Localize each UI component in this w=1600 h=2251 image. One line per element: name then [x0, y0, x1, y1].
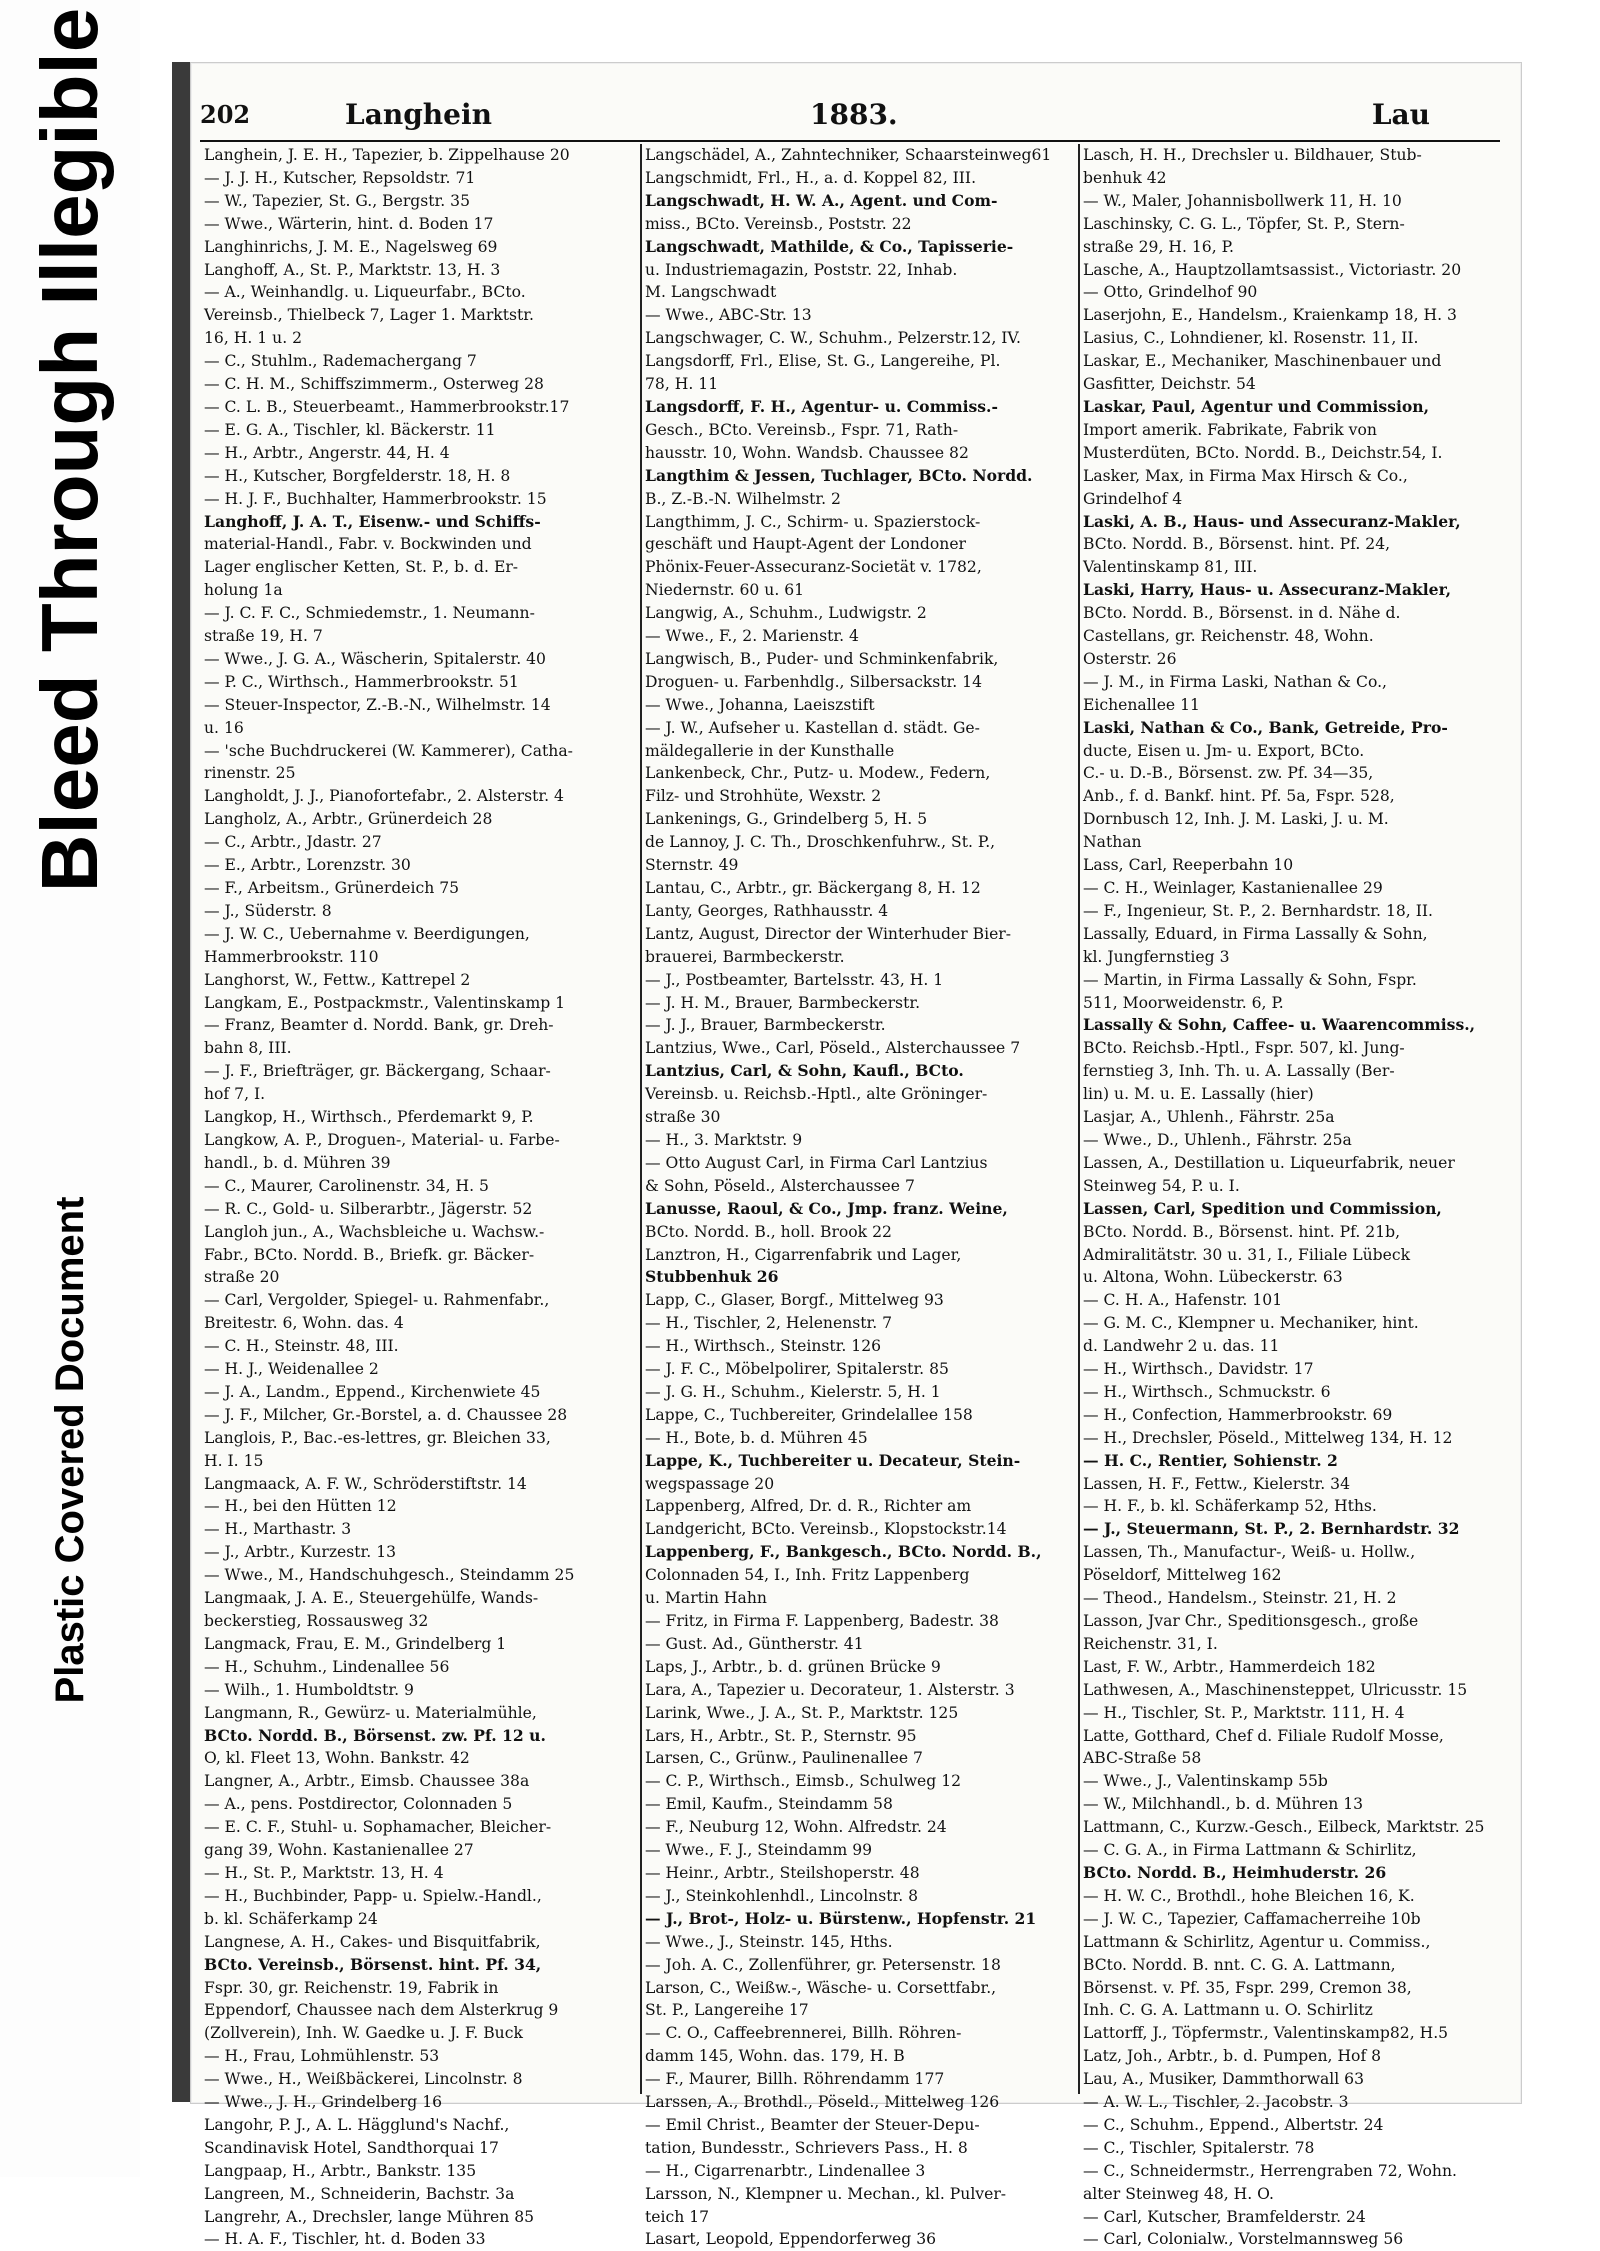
directory-entry: — Martin, in Firma Lassally & Sohn, Fspr. — [1083, 970, 1417, 989]
directory-entry: material-Handl., Fabr. v. Bockwinden und — [204, 535, 532, 554]
directory-entry: Fspr. 30, gr. Reichenstr. 19, Fabrik in — [204, 1978, 499, 1997]
directory-entry: Vereinsb. u. Reichsb.-Hptl., alte Gröninger- — [645, 1085, 988, 1104]
bleed-through-stamp: Bleed Through Illegible — [25, 7, 114, 893]
directory-entry: Lapp, C., Glaser, Borgf., Mittelweg 93 — [645, 1291, 944, 1310]
directory-entry: — F., Maurer, Billh. Röhrendamm 177 — [645, 2070, 945, 2089]
directory-entry: — Carl, Kutscher, Bramfelderstr. 24 — [1083, 2207, 1366, 2226]
directory-entry: — H., Drechsler, Pöseld., Mittelweg 134, H. 12 — [1083, 1428, 1453, 1447]
directory-entry: Langsdorff, F. H., Agentur- u. Commiss.- — [645, 396, 998, 416]
directory-entry: hof 7, I. — [204, 1085, 266, 1104]
directory-entry: Musterdüten, BCto. Nordd. B., Deichstr.54, I. — [1083, 443, 1443, 462]
directory-entry: Langrehr, A., Drechsler, lange Mühren 85 — [204, 2207, 535, 2226]
directory-entry: Lager englischer Ketten, St. P., b. d. Er- — [204, 558, 519, 577]
directory-entry: Langreen, M., Schneiderin, Bachstr. 3a — [204, 2184, 515, 2203]
directory-entry: — H., Kutscher, Borgfelderstr. 18, H. 8 — [204, 466, 511, 485]
directory-column-2 — [645, 144, 1077, 2249]
directory-entry: — Wilh., 1. Humboldtstr. 9 — [204, 1680, 414, 1699]
directory-entry: — C. H., Weinlager, Kastanienallee 29 — [1083, 879, 1383, 897]
directory-entry: Lasch, H. H., Drechsler u. Bildhauer, Stub- — [1083, 146, 1422, 164]
directory-entry: — C., Schneidermstr., Herrengraben 72, Wohn. — [1083, 2161, 1457, 2180]
directory-entry: — Carl, Vergolder, Spiegel- u. Rahmenfabr., — [204, 1291, 550, 1310]
directory-entry: Lappenberg, Alfred, Dr. d. R., Richter am — [645, 1497, 972, 1516]
directory-entry: Langkop, H., Wirthsch., Pferdemarkt 9, P. — [204, 1108, 534, 1127]
directory-entry: Laserjohn, E., Handelsm., Kraienkamp 18, H. 3 — [1083, 306, 1457, 325]
directory-entry: Lasche, A., Hauptzollamtsassist., Victoriastr. 20 — [1083, 260, 1462, 279]
directory-entry: — G. M. C., Klempner u. Mechaniker, hint. — [1083, 1314, 1419, 1333]
directory-entry: Lassally, Eduard, in Firma Lassally & Sohn, — [1083, 924, 1428, 943]
directory-entry: — H. C., Rentier, Sohienstr. 2 — [1083, 1450, 1338, 1470]
directory-entry: — C. H. M., Schiffszimmerm., Osterweg 28 — [204, 375, 544, 394]
directory-entry: — J., Arbtr., Kurzestr. 13 — [204, 1543, 397, 1562]
directory-entry: — J., Postbeamter, Bartelsstr. 43, H. 1 — [645, 970, 944, 989]
directory-entry: mäldegallerie in der Kunsthalle — [645, 741, 895, 760]
directory-entry: Lattmann, C., Kurzw.-Gesch., Eilbeck, Marktstr. 25 — [1083, 1818, 1485, 1837]
directory-entry: — C. P., Wirthsch., Eimsb., Schulweg 12 — [645, 1772, 962, 1791]
directory-entry: Fabr., BCto. Nordd. B., Briefk. gr. Bäcker- — [204, 1245, 535, 1264]
directory-entry: — E., Arbtr., Lorenzstr. 30 — [204, 856, 411, 875]
directory-entry: — Wwe., Wärterin, hint. d. Boden 17 — [204, 214, 494, 233]
directory-entry: — C. G. A., in Firma Lattmann & Schirlitz, — [1083, 1841, 1417, 1860]
directory-entry: Reichenstr. 31, I. — [1083, 1634, 1218, 1653]
directory-entry: C.- u. D.-B., Börsenst. zw. Pf. 34—35, — [1083, 764, 1374, 783]
header-rule — [200, 140, 1500, 142]
directory-entry: — J. W., Aufseher u. Kastellan d. städt. Ge- — [645, 718, 980, 737]
directory-entry: Lars, H., Arbtr., St. P., Sternstr. 95 — [645, 1726, 917, 1745]
directory-entry: — H., Wirthsch., Schmuckstr. 6 — [1083, 1382, 1331, 1401]
directory-entry: u. Industriemagazin, Poststr. 22, Inhab. — [645, 260, 958, 279]
directory-entry: Landgericht, BCto. Vereinsb., Klopstockstr.14 — [645, 1520, 1007, 1539]
directory-entry: — H., Arbtr., Angerstr. 44, H. 4 — [204, 443, 450, 462]
directory-entry: Gesch., BCto. Vereinsb., Fspr. 71, Rath- — [645, 420, 959, 439]
directory-entry: BCto. Nordd. B., holl. Brook 22 — [645, 1222, 892, 1241]
directory-entry: Larson, C., Weißw.-, Wäsche- u. Corsettfabr., — [645, 1978, 997, 1997]
directory-entry: Admiralitätstr. 30 u. 31, I., Filiale Lübeck — [1083, 1245, 1411, 1264]
directory-entry: Inh. C. G. A. Lattmann u. O. Schirlitz — [1083, 2001, 1373, 2020]
directory-entry: — H., Wirthsch., Steinstr. 126 — [645, 1337, 882, 1356]
directory-entry: Langmack, Frau, E. M., Grindelberg 1 — [204, 1634, 507, 1653]
directory-entry: — H., Wirthsch., Davidstr. 17 — [1083, 1360, 1314, 1379]
directory-entry: Lattorff, J., Töpfermstr., Valentinskamp82, H.5 — [1083, 2024, 1449, 2043]
directory-entry: Lantzius, Carl, & Sohn, Kaufl., BCto. — [645, 1061, 964, 1081]
directory-entry: wegspassage 20 — [645, 1474, 775, 1493]
directory-entry: — J. J. H., Kutscher, Repsoldstr. 71 — [204, 168, 476, 187]
directory-entry: Lassally & Sohn, Caffee- u. Waarencommiss., — [1083, 1015, 1476, 1035]
directory-entry: — H., Cigarrenarbtr., Lindenallee 3 — [645, 2161, 926, 2180]
directory-entry: — H. A. F., Tischler, ht. d. Boden 33 — [204, 2230, 486, 2249]
directory-entry: d. Landwehr 2 u. das. 11 — [1083, 1337, 1280, 1356]
directory-entry: — A. W. L., Tischler, 2. Jacobstr. 3 — [1083, 2093, 1349, 2112]
directory-entry: — C. L. B., Steuerbeamt., Hammerbrookstr.17 — [204, 397, 570, 416]
directory-entry: Eppendorf, Chaussee nach dem Alsterkrug 9 — [204, 2001, 559, 2020]
directory-entry: Langthim & Jessen, Tuchlager, BCto. Nordd. — [645, 465, 1033, 485]
directory-entry: BCto. Nordd. B., Börsenst. in d. Nähe d. — [1083, 604, 1401, 623]
directory-entry: straße 19, H. 7 — [204, 627, 323, 646]
directory-entry: — H. J. F., Buchhalter, Hammerbrookstr. 15 — [204, 489, 547, 508]
directory-entry: Langhein, J. E. H., Tapezier, b. Zippelhause 20 — [204, 146, 570, 164]
directory-entry: St. P., Langereihe 17 — [645, 2001, 809, 2020]
directory-entry: Niedernstr. 60 u. 61 — [645, 581, 805, 600]
directory-entry: Gasfitter, Deichstr. 54 — [1083, 375, 1256, 394]
directory-entry: Lasart, Leopold, Eppendorferweg 36 — [645, 2230, 937, 2249]
directory-entry: Laskar, Paul, Agentur und Commission, — [1083, 396, 1430, 416]
directory-column-1 — [204, 144, 636, 2249]
directory-entry: — Wwe., J., Valentinskamp 55b — [1083, 1772, 1328, 1791]
directory-entry: — Wwe., H., Weißbäckerei, Lincolnstr. 8 — [204, 2070, 523, 2089]
directory-entry: BCto. Nordd. B., Heimhuderstr. 26 — [1083, 1862, 1387, 1882]
directory-entry: Börsenst. v. Pf. 35, Fspr. 299, Cremon 38, — [1083, 1978, 1412, 1997]
directory-entry: — J., Brot-, Holz- u. Bürstenw., Hopfenstr. 21 — [645, 1908, 1037, 1928]
directory-entry: — A., Weinhandlg. u. Liqueurfabr., BCto. — [204, 283, 526, 302]
directory-entry: Langsdorff, Frl., Elise, St. G., Langereihe, Pl. — [645, 352, 1001, 371]
directory-entry: Lassen, H. F., Fettw., Kielerstr. 34 — [1083, 1474, 1351, 1493]
directory-entry: — J. C. F. C., Schmiedemstr., 1. Neumann- — [204, 604, 535, 623]
directory-entry: — Gust. Ad., Güntherstr. 41 — [645, 1634, 864, 1653]
directory-entry: Laski, Harry, Haus- u. Assecuranz-Makler, — [1083, 580, 1452, 600]
directory-entry: Sternstr. 49 — [645, 856, 739, 875]
directory-entry: b. kl. Schäferkamp 24 — [204, 1909, 378, 1928]
directory-entry: BCto. Nordd. B., Börsenst. zw. Pf. 12 u. — [204, 1725, 546, 1745]
directory-entry: — Wwe., D., Uhlenh., Fährstr. 25a — [1083, 1130, 1352, 1149]
directory-entry: — J. W. C., Uebernahme v. Beerdigungen, — [204, 924, 530, 943]
header-year: 1883. — [810, 98, 898, 131]
directory-entry: Import amerik. Fabrikate, Fabrik von — [1083, 420, 1377, 439]
directory-entry: O, kl. Fleet 13, Wohn. Bankstr. 42 — [204, 1749, 470, 1768]
directory-entry: — E. G. A., Tischler, kl. Bäckerstr. 11 — [204, 420, 496, 439]
directory-entry: de Lannoy, J. C. Th., Droschkenfuhrw., St. P., — [645, 833, 996, 852]
header-keyword-right: Lau — [1371, 98, 1430, 131]
directory-entry: brauerei, Barmbeckerstr. — [645, 947, 845, 966]
directory-entry: Langmaack, A. F. W., Schröderstiftstr. 14 — [204, 1474, 527, 1493]
directory-entry: Lassen, Th., Manufactur-, Weiß- u. Hollw., — [1083, 1543, 1416, 1562]
directory-entry: — Otto, Grindelhof 90 — [1083, 283, 1258, 302]
directory-entry: — J. F., Briefträger, gr. Bäckergang, Schaar- — [204, 1062, 551, 1081]
directory-entry: — H., Tischler, St. P., Marktstr. 111, H. 4 — [1083, 1703, 1405, 1722]
directory-entry: Castellans, gr. Reichenstr. 48, Wohn. — [1083, 627, 1374, 646]
directory-entry: holung 1a — [204, 581, 283, 600]
directory-entry: Langwisch, B., Puder- und Schminkenfabrik, — [645, 649, 999, 668]
directory-entry: BCto. Nordd. B., Börsenst. hint. Pf. 21b, — [1083, 1222, 1401, 1241]
directory-entry: u. Martin Hahn — [645, 1589, 767, 1608]
directory-entry: Lasker, Max, in Firma Max Hirsch & Co., — [1083, 466, 1408, 485]
directory-entry: — J., Steuermann, St. P., 2. Bernhardstr. 32 — [1083, 1519, 1460, 1539]
directory-entry: BCto. Reichsb.-Hptl., Fspr. 507, kl. Jung- — [1083, 1039, 1405, 1058]
directory-entry: — H., Tischler, 2, Helenenstr. 7 — [645, 1314, 893, 1333]
directory-entry: BCto. Vereinsb., Börsenst. hint. Pf. 34, — [204, 1954, 542, 1974]
directory-entry: — C., Tischler, Spitalerstr. 78 — [1083, 2138, 1315, 2157]
directory-entry: Lanusse, Raoul, & Co., Jmp. franz. Weine, — [645, 1198, 1008, 1218]
directory-entry: Lathwesen, A., Maschinensteppet, Ulricusstr. 15 — [1083, 1680, 1468, 1699]
directory-entry: alter Steinweg 48, H. O. — [1083, 2184, 1275, 2203]
directory-entry: Langkam, E., Postpackmstr., Valentinskamp 1 — [204, 993, 566, 1012]
directory-entry: u. 16 — [204, 718, 244, 737]
directory-entry: — J. F., Milcher, Gr.-Borstel, a. d. Chaussee 28 — [204, 1405, 568, 1424]
directory-entry: — J. G. H., Schuhm., Kielerstr. 5, H. 1 — [645, 1382, 941, 1401]
directory-entry: Phönix-Feuer-Assecuranz-Societät v. 1782, — [645, 558, 982, 577]
directory-entry: — H., 3. Marktstr. 9 — [645, 1130, 803, 1149]
directory-entry: Langhoff, A., St. P., Marktstr. 13, H. 3 — [204, 260, 501, 279]
directory-entry: — H., Buchbinder, Papp- u. Spielw.-Handl., — [204, 1886, 542, 1905]
directory-entry: straße 20 — [204, 1268, 280, 1287]
directory-entry: ducte, Eisen u. Jm- u. Export, BCto. — [1083, 741, 1365, 760]
directory-entry: straße 30 — [645, 1108, 721, 1127]
directory-entry: Lasson, Jvar Chr., Speditionsgesch., große — [1083, 1612, 1419, 1630]
directory-entry: Langpaap, H., Arbtr., Bankstr. 135 — [204, 2161, 477, 2180]
directory-entry: — Heinr., Arbtr., Steilshoperstr. 48 — [645, 1863, 920, 1882]
directory-entry: — Wwe., M., Handschuhgesch., Steindamm 25 — [204, 1566, 575, 1585]
directory-entry: Langhinrichs, J. M. E., Nagelsweg 69 — [204, 237, 498, 256]
directory-entry: — P. C., Wirthsch., Hammerbrookstr. 51 — [204, 672, 519, 691]
directory-entry: Laschinsky, C. G. L., Töpfer, St. P., Stern- — [1083, 214, 1405, 233]
directory-entry: — Wwe., J. H., Grindelberg 16 — [204, 2093, 443, 2112]
directory-entry: — F., Ingenieur, St. P., 2. Bernhardstr. 18, II. — [1083, 901, 1433, 920]
directory-entry: — Theod., Handelsm., Steinstr. 21, H. 2 — [1083, 1589, 1397, 1608]
directory-entry: Langwig, A., Schuhm., Ludwigstr. 2 — [645, 604, 927, 623]
directory-entry: Langkow, A. P., Droguen-, Material- u. Farbe- — [204, 1130, 560, 1149]
directory-entry: & Sohn, Pöseld., Alsterchaussee 7 — [645, 1176, 915, 1195]
directory-entry: Langmann, R., Gewürz- u. Materialmühle, — [204, 1703, 537, 1722]
page-number: 202 — [200, 100, 251, 129]
directory-entry: fernstieg 3, Inh. Th. u. A. Lassally (Ber- — [1083, 1062, 1395, 1081]
directory-entry: — H. W. C., Brothdl., hohe Bleichen 16, K. — [1083, 1886, 1415, 1905]
directory-entry: Latz, Joh., Arbtr., b. d. Pumpen, Hof 8 — [1083, 2047, 1382, 2066]
directory-entry: — C., Arbtr., Jdastr. 27 — [204, 833, 382, 852]
directory-entry: — J., Süderstr. 8 — [204, 901, 332, 920]
directory-entry: Langschmidt, Frl., H., a. d. Koppel 82, III. — [645, 168, 977, 187]
directory-entry: — F., Arbeitsm., Grünerdeich 75 — [204, 879, 460, 897]
directory-entry: — J. F. C., Möbelpolirer, Spitalerstr. 85 — [645, 1360, 949, 1379]
directory-entry: Osterstr. 26 — [1083, 649, 1177, 668]
directory-entry: Langmaak, J. A. E., Steuergehülfe, Wands- — [204, 1589, 539, 1608]
directory-entry: — H., Schuhm., Lindenallee 56 — [204, 1657, 450, 1676]
directory-entry: — H., Confection, Hammerbrookstr. 69 — [1083, 1405, 1393, 1424]
directory-entry: lin) u. M. u. E. Lassally (hier) — [1083, 1085, 1314, 1104]
directory-entry: Laski, Nathan & Co., Bank, Getreide, Pro- — [1083, 717, 1448, 737]
directory-entry: Lassen, Carl, Spedition und Commission, — [1083, 1198, 1442, 1218]
directory-entry: — J., Steinkohlenhdl., Lincolnstr. 8 — [645, 1886, 919, 1905]
directory-entry: Lara, A., Tapezier u. Decorateur, 1. Alsterstr. 3 — [645, 1680, 1015, 1699]
directory-entry: Larsen, C., Grünw., Paulinenallee 7 — [645, 1749, 923, 1768]
directory-entry: Langschwadt, Mathilde, & Co., Tapisserie- — [645, 236, 1014, 256]
directory-entry: miss., BCto. Vereinsb., Poststr. 22 — [645, 214, 912, 233]
directory-entry: damm 145, Wohn. das. 179, H. B — [645, 2047, 905, 2066]
directory-entry: Valentinskamp 81, III. — [1083, 558, 1258, 577]
directory-entry: — Steuer-Inspector, Z.-B.-N., Wilhelmstr. 14 — [204, 695, 551, 714]
directory-entry: Colonnaden 54, I., Inh. Fritz Lappenberg — [645, 1566, 970, 1585]
directory-entry: — H., St. P., Marktstr. 13, H. 4 — [204, 1863, 444, 1882]
directory-entry: — H., Bote, b. d. Mühren 45 — [645, 1428, 868, 1447]
directory-entry: — J. W. C., Tapezier, Caffamacherreihe 10b — [1083, 1909, 1421, 1928]
directory-entry: Langner, A., Arbtr., Eimsb. Chaussee 38a — [204, 1772, 530, 1791]
directory-entry: Langschwager, C. W., Schuhm., Pelzerstr.12, IV. — [645, 329, 1021, 348]
directory-entry: Lappenberg, F., Bankgesch., BCto. Nordd. B., — [645, 1542, 1042, 1562]
directory-entry: Langschwadt, H. W. A., Agent. und Com- — [645, 190, 998, 210]
directory-entry: BCto. Nordd. B., Börsenst. hint. Pf. 24, — [1083, 535, 1391, 554]
directory-entry: Pöseldorf, Mittelweg 162 — [1083, 1566, 1282, 1585]
directory-entry: M. Langschwadt — [645, 283, 777, 302]
plastic-covered-stamp: Plastic Covered Document — [48, 1196, 92, 1704]
directory-entry: — A., pens. Postdirector, Colonnaden 5 — [204, 1795, 513, 1814]
directory-entry: — H., Frau, Lohmühlenstr. 53 — [204, 2047, 440, 2066]
directory-entry: Steinweg 54, P. u. I. — [1083, 1176, 1240, 1195]
directory-entry: Eichenallee 11 — [1083, 695, 1200, 714]
directory-entry: teich 17 — [645, 2207, 710, 2226]
directory-entry: Dornbusch 12, Inh. J. M. Laski, J. u. M. — [1083, 810, 1389, 829]
directory-entry: beckerstieg, Rossausweg 32 — [204, 1612, 429, 1630]
directory-entry: Lantzius, Wwe., Carl, Pöseld., Alsterchaussee 7 — [645, 1039, 1021, 1058]
directory-entry: rinenstr. 25 — [204, 764, 296, 783]
directory-entry: Lappe, K., Tuchbereiter u. Decateur, Stein- — [645, 1450, 1021, 1470]
directory-entry: geschäft und Haupt-Agent der Londoner — [645, 535, 967, 554]
directory-entry: H. I. 15 — [204, 1451, 264, 1470]
directory-entry: — E. C. F., Stuhl- u. Sophamacher, Bleicher- — [204, 1818, 552, 1837]
directory-entry: Lantau, C., Arbtr., gr. Bäckergang 8, H. 12 — [645, 879, 981, 897]
directory-entry: Lanty, Georges, Rathhausstr. 4 — [645, 901, 889, 920]
directory-entry: Lankenings, G., Grindelberg 5, H. 5 — [645, 810, 928, 829]
directory-entry: Scandinavisk Hotel, Sandthorquai 17 — [204, 2138, 499, 2157]
page-binding-edge — [172, 62, 190, 2102]
directory-entry: Lasjar, A., Uhlenh., Fährstr. 25a — [1083, 1108, 1335, 1127]
directory-entry: — Carl, Colonialw., Vorstelmannsweg 56 — [1083, 2230, 1404, 2249]
directory-entry: tation, Bundesstr., Schrievers Pass., H. 8 — [645, 2138, 968, 2157]
directory-entry: Lantz, August, Director der Winterhuder Bier- — [645, 924, 1012, 943]
directory-entry: Vereinsb., Thielbeck 7, Lager 1. Marktstr. — [204, 306, 534, 325]
column-divider — [1078, 144, 1080, 2094]
directory-entry: — C. H. A., Hafenstr. 101 — [1083, 1291, 1283, 1310]
directory-entry: — J. H. M., Brauer, Barmbeckerstr. — [645, 993, 921, 1012]
directory-entry: — J. J., Brauer, Barmbeckerstr. — [645, 1016, 886, 1035]
directory-entry: 16, H. 1 u. 2 — [204, 329, 303, 348]
directory-entry: Lassen, A., Destillation u. Liqueurfabrik, neuer — [1083, 1153, 1455, 1172]
directory-entry: Stubbenhuk 26 — [645, 1267, 779, 1287]
directory-entry: — Franz, Beamter d. Nordd. Bank, gr. Dreh- — [204, 1016, 554, 1035]
directory-entry: — Emil, Kaufm., Steindamm 58 — [645, 1795, 893, 1814]
directory-entry: benhuk 42 — [1083, 168, 1167, 187]
directory-entry: — J. A., Landm., Eppend., Kirchenwiete 45 — [204, 1382, 541, 1401]
directory-entry: Langloh jun., A., Wachsbleiche u. Wachsw.- — [204, 1222, 545, 1241]
directory-entry: Langholdt, J. J., Pianofortefabr., 2. Alsterstr. 4 — [204, 787, 564, 806]
directory-entry: Latte, Gotthard, Chef d. Filiale Rudolf Mosse, — [1083, 1726, 1444, 1745]
directory-entry: — Wwe., J. G. A., Wäscherin, Spitalerstr. 40 — [204, 649, 546, 668]
directory-entry: — Wwe., J., Steinstr. 145, Hths. — [645, 1932, 893, 1951]
directory-entry: Lanztron, H., Cigarrenfabrik und Lager, — [645, 1245, 962, 1264]
directory-entry: straße 29, H. 16, P. — [1083, 237, 1234, 256]
directory-entry: Lattmann & Schirlitz, Agentur u. Commiss., — [1083, 1932, 1431, 1951]
directory-entry: Lass, Carl, Reeperbahn 10 — [1083, 856, 1294, 875]
directory-entry: (Zollverein), Inh. W. Gaedke u. J. F. Buck — [204, 2024, 523, 2043]
directory-entry: Anb., f. d. Bankf. hint. Pf. 5a, Fspr. 528, — [1083, 787, 1395, 806]
directory-entry: — C., Stuhlm., Rademachergang 7 — [204, 352, 477, 371]
directory-entry: Hammerbrookstr. 110 — [204, 947, 379, 966]
directory-entry: Breitestr. 6, Wohn. das. 4 — [204, 1314, 404, 1333]
directory-entry: — Otto August Carl, in Firma Carl Lantzius — [645, 1153, 988, 1172]
column-divider — [640, 144, 642, 2094]
directory-entry: Droguen- u. Farbenhdlg., Silbersackstr. 14 — [645, 672, 983, 691]
directory-entry: u. Altona, Wohn. Lübeckerstr. 63 — [1083, 1268, 1343, 1287]
directory-entry: — W., Maler, Johannisbollwerk 11, H. 10 — [1083, 191, 1402, 210]
directory-entry: — C., Maurer, Carolinenstr. 34, H. 5 — [204, 1176, 489, 1195]
directory-entry: Langschädel, A., Zahntechniker, Schaarsteinweg61 — [645, 146, 1052, 164]
directory-entry: Laps, J., Arbtr., b. d. grünen Brücke 9 — [645, 1657, 941, 1676]
directory-entry: hausstr. 10, Wohn. Wandsb. Chaussee 82 — [645, 443, 969, 462]
directory-entry: Laski, A. B., Haus- und Assecuranz-Makler, — [1083, 511, 1461, 531]
directory-entry: handl., b. d. Mühren 39 — [204, 1153, 391, 1172]
directory-entry: Langlois, P., Bac.-es-lettres, gr. Bleichen 33, — [204, 1428, 551, 1447]
directory-entry: ABC-Straße 58 — [1083, 1749, 1202, 1768]
directory-entry: Grindelhof 4 — [1083, 489, 1183, 508]
directory-entry: Langnese, A. H., Cakes- und Bisquitfabrik, — [204, 1932, 541, 1951]
directory-entry: Nathan — [1083, 833, 1142, 852]
directory-entry: B., Z.-B.-N. Wilhelmstr. 2 — [645, 489, 841, 508]
directory-entry: Lankenbeck, Chr., Putz- u. Modew., Federn, — [645, 764, 991, 783]
directory-entry: Laskar, E., Mechaniker, Maschinenbauer und — [1083, 352, 1442, 371]
directory-entry: — Wwe., F. J., Steindamm 99 — [645, 1841, 873, 1860]
directory-entry: — Wwe., ABC-Str. 13 — [645, 306, 812, 325]
directory-entry: Langhorst, W., Fettw., Kattrepel 2 — [204, 970, 471, 989]
directory-entry: 511, Moorweidenstr. 6, P. — [1083, 993, 1284, 1012]
directory-entry: gang 39, Wohn. Kastanienallee 27 — [204, 1841, 474, 1860]
directory-entry: Langholz, A., Arbtr., Grünerdeich 28 — [204, 810, 493, 829]
directory-entry: Langohr, P. J., A. L. Hägglund's Nachf., — [204, 2115, 510, 2134]
directory-entry: Larsson, N., Klempner u. Mechan., kl. Pulver- — [645, 2184, 1007, 2203]
directory-entry: — H., bei den Hütten 12 — [204, 1497, 397, 1516]
directory-entry: Langthimm, J. C., Schirm- u. Spazierstock- — [645, 512, 981, 531]
header-keyword-left: Langhein — [345, 98, 492, 131]
directory-entry: — H., Marthastr. 3 — [204, 1520, 352, 1539]
directory-entry: — Emil Christ., Beamter der Steuer-Depu- — [645, 2115, 980, 2134]
directory-entry: — Joh. A. C., Zollenführer, gr. Petersenstr. 18 — [645, 1955, 1001, 1974]
directory-entry: — Fritz, in Firma F. Lappenberg, Badestr. 38 — [645, 1612, 999, 1630]
directory-entry: Lappe, C., Tuchbereiter, Grindelallee 158 — [645, 1405, 973, 1424]
directory-entry: Lasius, C., Lohndiener, kl. Rosenstr. 11, II. — [1083, 329, 1419, 348]
directory-entry: — W., Tapezier, St. G., Bergstr. 35 — [204, 191, 471, 210]
directory-entry: — R. C., Gold- u. Silberarbtr., Jägerstr. 52 — [204, 1199, 533, 1218]
directory-entry: — C., Schuhm., Eppend., Albertstr. 24 — [1083, 2115, 1384, 2134]
directory-entry: Lau, A., Musiker, Dammthorwall 63 — [1083, 2070, 1365, 2089]
directory-entry: bahn 8, III. — [204, 1039, 292, 1058]
directory-entry: — 'sche Buchdruckerei (W. Kammerer), Catha- — [204, 741, 573, 760]
directory-entry: — Wwe., Johanna, Laeiszstift — [645, 695, 875, 714]
directory-entry: kl. Jungfernstieg 3 — [1083, 947, 1230, 966]
directory-entry: — Wwe., F., 2. Marienstr. 4 — [645, 627, 859, 646]
directory-column-3 — [1083, 144, 1515, 2249]
directory-entry: BCto. Nordd. B. nnt. C. G. A. Lattmann, — [1083, 1955, 1396, 1974]
page-header — [200, 94, 1500, 138]
directory-entry: Langhoff, J. A. T., Eisenw.- und Schiffs- — [204, 511, 541, 531]
directory-entry: — W., Milchhandl., b. d. Mühren 13 — [1083, 1795, 1364, 1814]
directory-entry: — H. F., b. kl. Schäferkamp 52, Hths. — [1083, 1497, 1377, 1516]
directory-entry: — C. O., Caffeebrennerei, Billh. Röhren- — [645, 2024, 962, 2043]
directory-entry: 78, H. 11 — [645, 375, 719, 394]
directory-entry: — C. H., Steinstr. 48, III. — [204, 1337, 399, 1356]
directory-entry: Last, F. W., Arbtr., Hammerdeich 182 — [1083, 1657, 1376, 1676]
directory-entry: — H. J., Weidenallee 2 — [204, 1360, 379, 1379]
directory-entry: — J. M., in Firma Laski, Nathan & Co., — [1083, 672, 1387, 691]
directory-entry: — F., Neuburg 12, Wohn. Alfredstr. 24 — [645, 1818, 947, 1837]
directory-entry: Larssen, A., Brothdl., Pöseld., Mittelweg 126 — [645, 2093, 1000, 2112]
directory-entry: Larink, Wwe., J. A., St. P., Marktstr. 125 — [645, 1703, 959, 1722]
directory-entry: Filz- und Strohhüte, Wexstr. 2 — [645, 787, 882, 806]
